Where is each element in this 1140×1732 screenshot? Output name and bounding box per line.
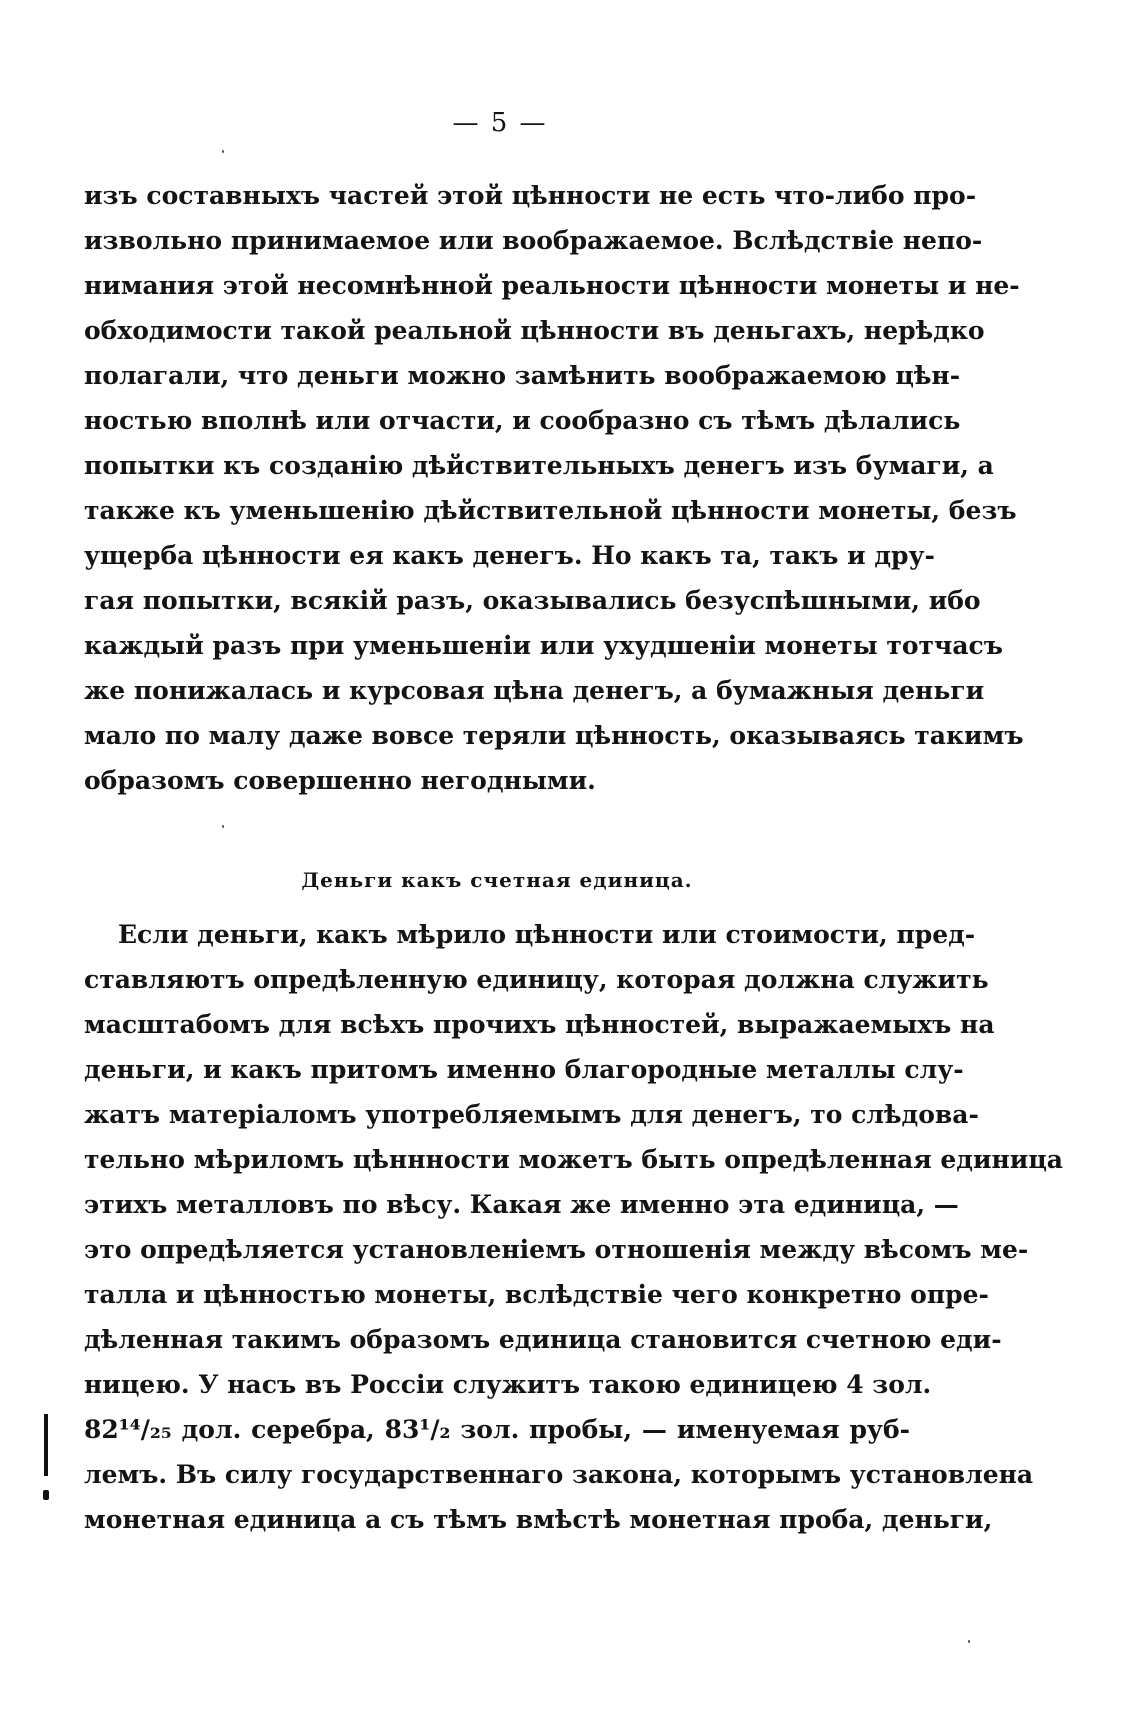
text-line: ущерба цѣнности ея какъ денегъ. Но какъ та, такъ и дру- (84, 541, 935, 570)
text-line: попытки къ созданію дѣйствительныхъ денегъ изъ бумаги, а (84, 451, 994, 480)
text-line: обходимости такой реальной цѣнности въ деньгахъ, нерѣдко (84, 316, 985, 345)
text-line: образомъ совершенно негодными. (84, 766, 596, 795)
paragraph-2 (84, 912, 1063, 1542)
text-line: это опредѣляется установленіемъ отношенія между вѣсомъ ме- (84, 1235, 1029, 1264)
section-heading: Деньги какъ счетная единица. (301, 868, 693, 892)
margin-ink-dot (43, 1490, 49, 1500)
text-line: лемъ. Въ силу государственнаго закона, которымъ установлена (84, 1460, 1034, 1489)
margin-pencil-mark (44, 1414, 48, 1476)
text-line: 82¹⁴/₂₅ дол. серебра, 83¹/₂ зол. пробы, — именуемая руб- (84, 1415, 910, 1444)
text-line: ницею. У насъ въ Россіи служитъ такою единицею 4 зол. (84, 1370, 932, 1399)
text-line: же понижалась и курсовая цѣна денегъ, а бумажныя деньги (84, 676, 985, 705)
text-line: жатъ матеріаломъ употребляемымъ для денегъ, то слѣдова- (84, 1100, 979, 1129)
text-line: также къ уменьшенію дѣйствительной цѣнности монеты, безъ (84, 496, 1017, 525)
text-line: ностью вполнѣ или отчасти, и сообразно съ тѣмъ дѣлались (84, 406, 961, 435)
text-line: нимания этой несомнѣнной реальности цѣнности монеты и не- (84, 271, 1020, 300)
text-line: мало по малу даже вовсе теряли цѣнность, оказываясь такимъ (84, 721, 1024, 750)
text-line: монетная единица а съ тѣмъ вмѣстѣ монетная проба, деньги, (84, 1505, 993, 1534)
text-line: масштабомъ для всѣхъ прочихъ цѣнностей, выражаемыхъ на (84, 1010, 995, 1039)
text-line: тельно мѣриломъ цѣннности можетъ быть опредѣленная единица (84, 1145, 1063, 1174)
page-number: — 5 — (452, 108, 548, 138)
text-line: Если деньги, какъ мѣрило цѣнности или стоимости, пред- (118, 920, 976, 949)
ink-speck (222, 825, 224, 828)
text-line: гая попытки, всякій разъ, оказывались безуспѣшными, ибо (84, 586, 981, 615)
text-line: изъ составныхъ частей этой цѣнности не есть что-либо про- (84, 181, 977, 210)
text-line: талла и цѣнностью монеты, вслѣдствіе чего конкретно опре- (84, 1280, 989, 1309)
text-line: каждый разъ при уменьшеніи или ухудшеніи монеты тотчасъ (84, 631, 1003, 660)
ink-speck (222, 150, 224, 153)
paragraph-1 (84, 173, 1024, 803)
ink-speck (968, 1640, 970, 1643)
text-line: дѣленная такимъ образомъ единица становится счетною еди- (84, 1325, 1002, 1354)
text-line: полагали, что деньги можно замѣнить воображаемою цѣн- (84, 361, 961, 390)
text-line: деньги, и какъ притомъ именно благородные металлы слу- (84, 1055, 964, 1084)
text-line: извольно принимаемое или воображаемое. Вслѣдствіе непо- (84, 226, 983, 255)
text-line: этихъ металловъ по вѣсу. Какая же именно эта единица, — (84, 1190, 959, 1219)
text-line: ставляютъ опредѣленную единицу, которая должна служить (84, 965, 989, 994)
